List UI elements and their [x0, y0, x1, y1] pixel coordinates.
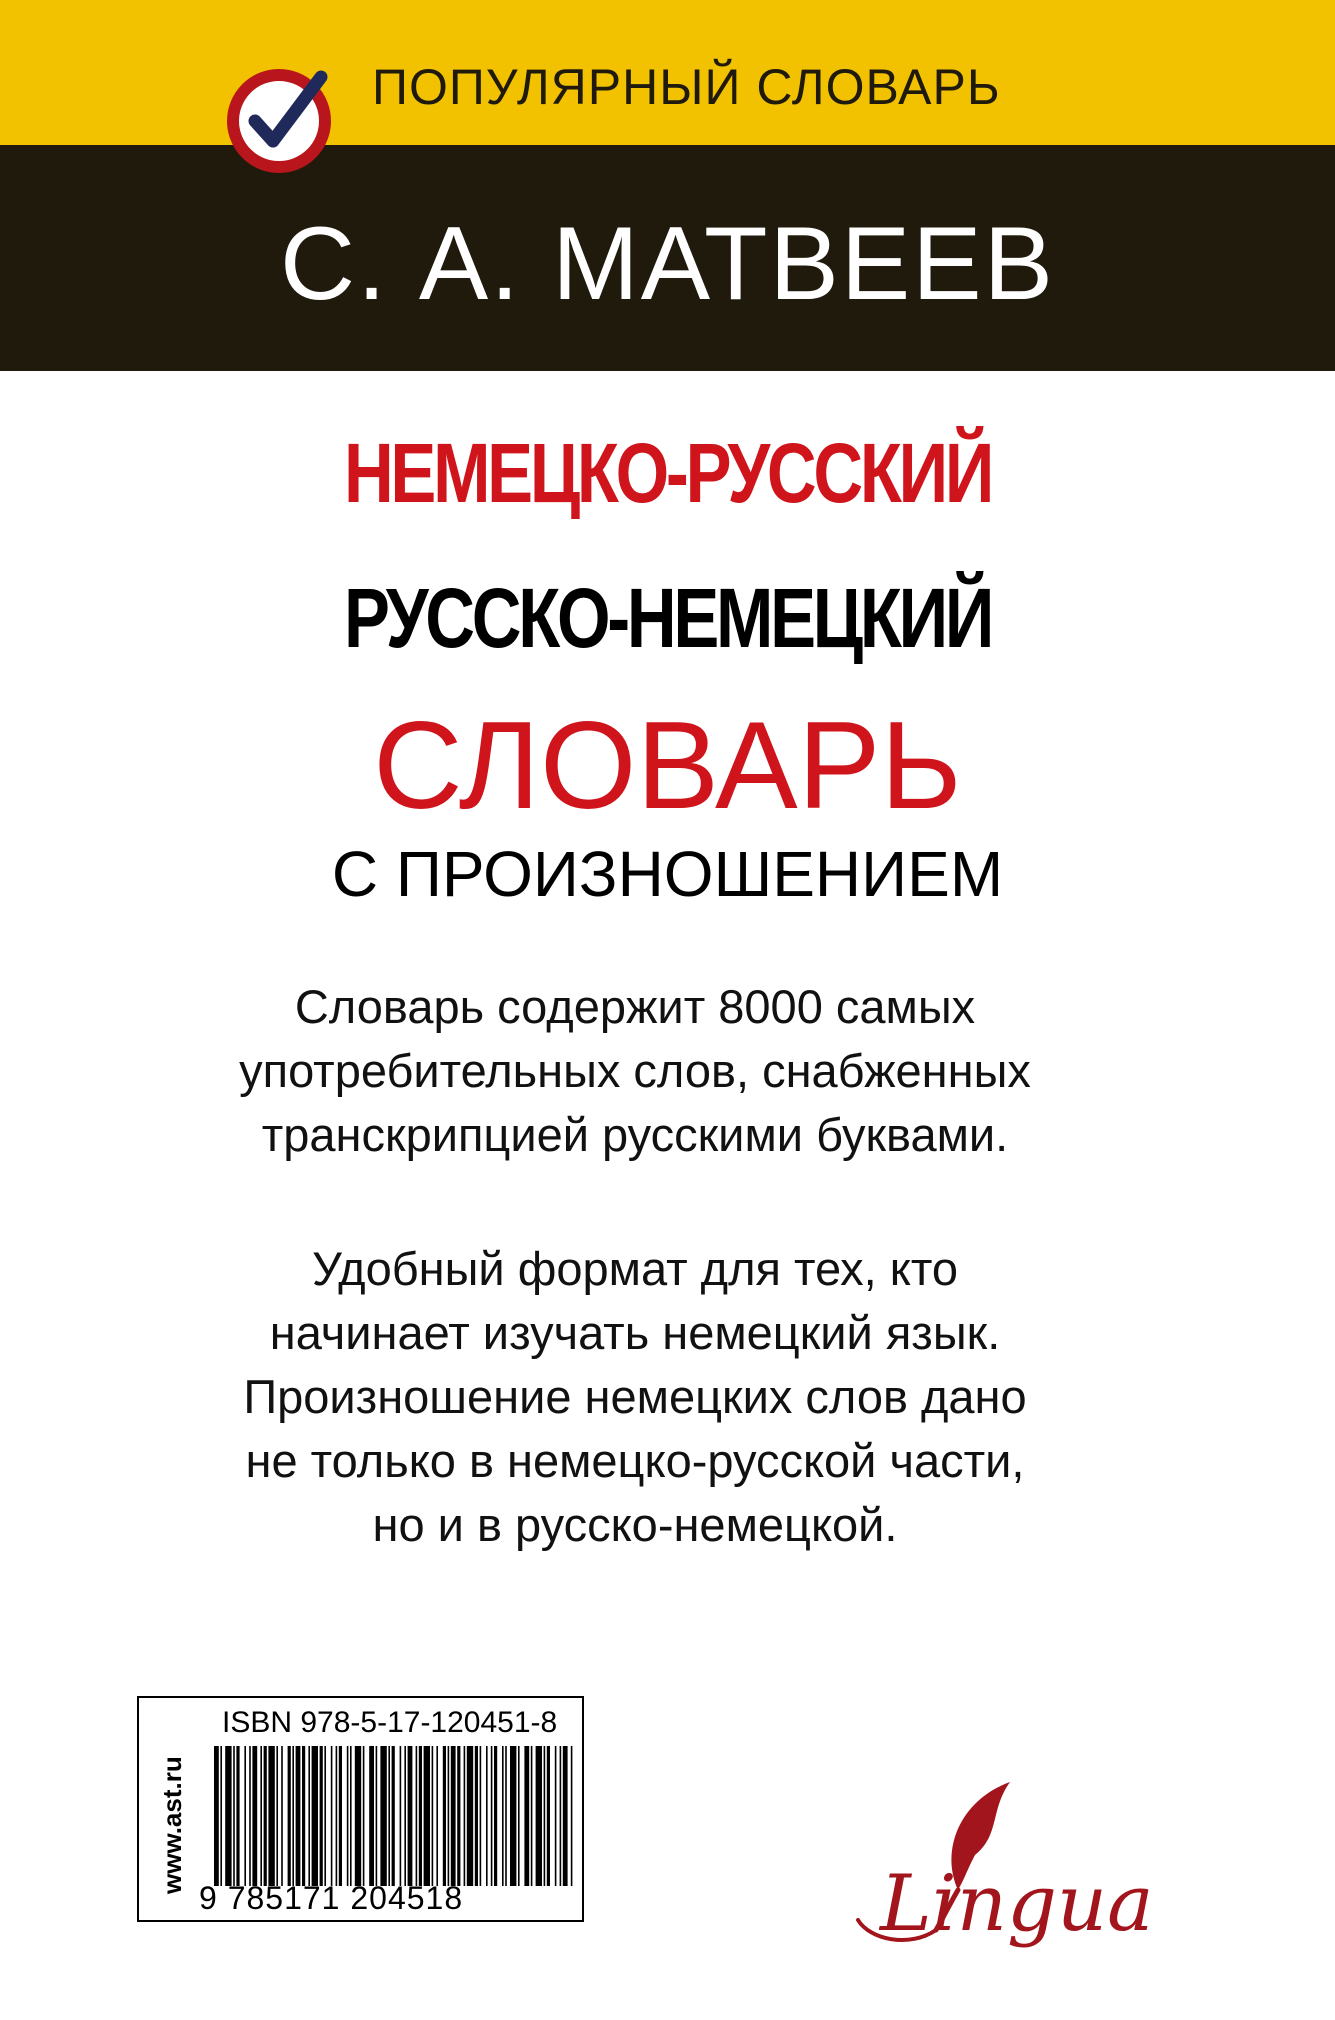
description-line: Произношение немецких слов дано — [243, 1370, 1027, 1423]
barcode-bar — [510, 1746, 516, 1886]
barcode-bar — [502, 1746, 504, 1886]
barcode-bar — [467, 1746, 473, 1886]
barcode-bar — [494, 1746, 497, 1886]
barcode-bar — [536, 1746, 542, 1886]
barcode-bar — [376, 1746, 378, 1886]
checkmark-circle-icon — [225, 65, 337, 177]
barcode-bar — [260, 1746, 262, 1886]
barcode-bar — [214, 1746, 219, 1886]
barcode-bar — [505, 1746, 507, 1886]
description-paragraph-2 — [0, 1237, 1270, 1557]
barcode-bar — [451, 1746, 456, 1886]
barcode-bar — [443, 1746, 446, 1886]
title-line-pronunciation: С ПРОИЗНОШЕНИЕМ — [331, 838, 1004, 910]
barcode-bar — [518, 1746, 520, 1886]
barcode-bar — [448, 1746, 450, 1886]
barcode-bar — [324, 1746, 326, 1886]
barcode-bar — [288, 1746, 291, 1886]
barcode-bar — [547, 1746, 550, 1886]
author-name: С. А. МАТВЕЕВ — [280, 206, 1055, 322]
description-line: транскрипцией русскими буквами. — [261, 1108, 1009, 1161]
barcode-bar — [432, 1746, 434, 1886]
barcode-bar — [355, 1746, 361, 1886]
barcode-bar — [292, 1746, 294, 1886]
barcode-bar — [264, 1746, 267, 1886]
barcode-bar — [560, 1746, 562, 1886]
barcode-bar — [236, 1746, 239, 1886]
barcode-bar — [339, 1746, 342, 1886]
barcode-bar — [336, 1746, 338, 1886]
title-line-german-russian: НЕМЕЦКО-РУССКИЙ — [343, 426, 992, 520]
barcode-bar — [419, 1746, 422, 1886]
title-line-dictionary: СЛОВАРЬ — [373, 697, 962, 835]
barcode-bar — [312, 1746, 318, 1886]
barcode-digits: 9 785171 204518 — [199, 1880, 464, 1916]
barcode-bar — [320, 1746, 323, 1886]
description-line: употребительных слов, снабженных — [239, 1044, 1031, 1097]
barcode-icon — [214, 1746, 574, 1896]
description-line: не только в немецко-русской части, — [245, 1434, 1025, 1487]
title-line-russian-german: РУССКО-НЕМЕЦКИЙ — [343, 571, 992, 665]
barcode-bar — [531, 1746, 533, 1886]
barcode-bar — [308, 1746, 310, 1886]
barcode-bar — [233, 1746, 235, 1886]
publisher-website: www.ast.ru — [157, 1756, 187, 1894]
description-line: Удобный формат для тех, кто — [312, 1242, 958, 1295]
barcode-bar — [249, 1746, 251, 1886]
barcode-bar — [347, 1746, 349, 1886]
barcode-bar — [480, 1746, 482, 1886]
barcode-bar — [244, 1746, 246, 1886]
isbn-number: ISBN 978-5-17-120451-8 — [222, 1706, 558, 1739]
barcode-bar — [400, 1746, 402, 1886]
barcode-bar — [380, 1746, 386, 1886]
barcode-bar — [363, 1746, 365, 1886]
barcode-bar — [388, 1746, 390, 1886]
barcode-bar — [350, 1746, 352, 1886]
barcode-bar — [252, 1746, 257, 1886]
barcode-bar — [571, 1746, 573, 1886]
barcode-bar — [296, 1746, 301, 1886]
description-paragraph-1 — [0, 975, 1270, 1167]
barcode-bar — [220, 1746, 222, 1886]
barcode-bar — [486, 1746, 488, 1886]
description-line: начинает изучать немецкий язык. — [269, 1306, 1001, 1359]
description-line: но и в русско-немецкой. — [372, 1498, 898, 1551]
barcode-bar — [475, 1746, 478, 1886]
barcode-panel — [137, 1696, 584, 1922]
publisher-logo-text: Lingua — [880, 1859, 1154, 1949]
barcode-bar — [457, 1746, 460, 1886]
barcode-bar — [225, 1746, 231, 1886]
barcode-bar — [408, 1746, 413, 1886]
barcode-bar — [276, 1746, 278, 1886]
barcode-bar — [524, 1746, 529, 1886]
barcode-bar — [555, 1746, 557, 1886]
barcode-bar — [302, 1746, 305, 1886]
barcode-bar — [491, 1746, 493, 1886]
barcode-bar — [392, 1746, 395, 1886]
series-title: ПОПУЛЯРНЫЙ СЛОВАРЬ — [372, 59, 1001, 115]
barcode-bar — [544, 1746, 546, 1886]
barcode-bar — [331, 1746, 333, 1886]
barcode-bar — [404, 1746, 406, 1886]
publisher-logo — [840, 1780, 1154, 1960]
barcode-bar — [281, 1746, 283, 1886]
barcode-bar — [268, 1746, 274, 1886]
barcode-bar — [369, 1746, 374, 1886]
barcode-bar — [416, 1746, 418, 1886]
barcode-bar — [436, 1746, 438, 1886]
description-line: Словарь содержит 8000 самых — [294, 980, 976, 1033]
barcode-bar — [464, 1746, 466, 1886]
barcode-bar — [424, 1746, 430, 1886]
barcode-bar — [563, 1746, 568, 1886]
